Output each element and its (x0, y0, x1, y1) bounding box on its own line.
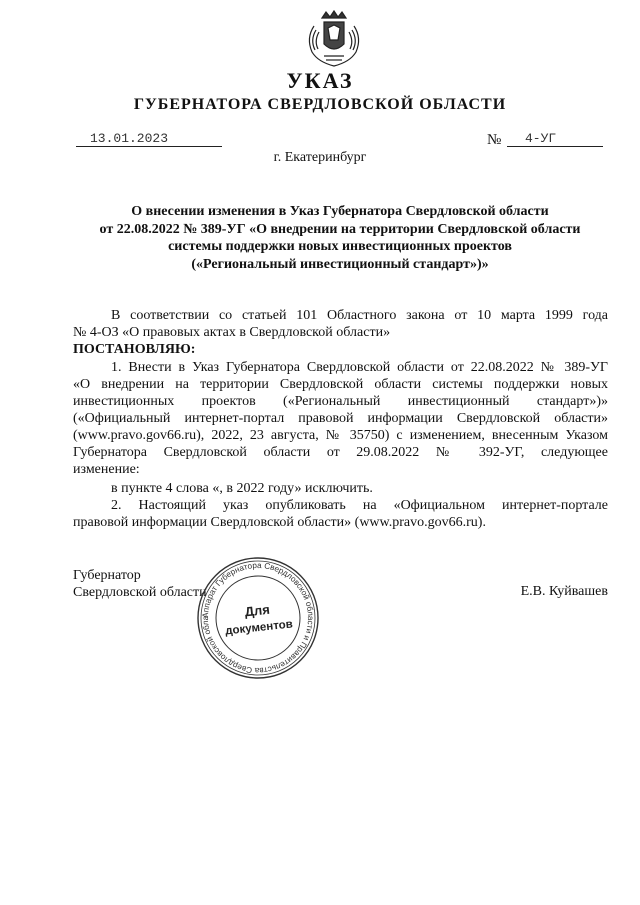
preamble-line: № 4-ОЗ «О правовых актах в Свердловской области» (73, 325, 391, 340)
date-field: 13.01.2023 (76, 131, 222, 147)
resolve-heading: ПОСТАНОВЛЯЮ: (73, 342, 196, 357)
item-1-line: («Официальный интернет-портал правовой информации Свердловской области» (73, 411, 608, 426)
document-title: УКАЗ (286, 68, 354, 93)
item-2-line: 2. Настоящий указ опубликовать на «Официальном интернет-портале (111, 498, 608, 513)
position-line: Губернатор (73, 568, 141, 583)
item-1-line: инвестиционных проектов («Региональный инвестиционный стандарт»)» (73, 394, 608, 409)
stamp-center-line: Для (243, 601, 271, 620)
stamp-ring-text: Аппарат Губернатора Свердловской области и Правительства Свердловской обла (200, 560, 316, 676)
heading-line: от 22.08.2022 № 389-УГ «О внедрении на территории Свердловской области (99, 221, 581, 237)
preamble (73, 307, 608, 341)
heading-line: системы поддержки новых инвестиционных проектов (168, 239, 512, 254)
coat-of-arms-icon (302, 8, 366, 70)
item-1-subclause: в пункте 4 слова «, в 2022 году» исключить. (111, 481, 373, 496)
heading-line: («Региональный инвестиционный стандарт»)» (191, 256, 489, 272)
number-sign: № (487, 132, 502, 148)
number-field: 4-УГ (507, 131, 603, 147)
stamp-center-line: документов (224, 618, 294, 638)
preamble-line: В соответствии со статьей 101 Областного закона от 10 марта 1999 года (111, 308, 608, 323)
item-2 (73, 497, 608, 531)
item-1-line: изменение: (73, 462, 140, 477)
city: г. Екатеринбург (273, 150, 367, 165)
position-line: Свердловской области (73, 585, 207, 600)
document-heading (70, 203, 610, 273)
item-1 (73, 359, 608, 478)
item-1-line: «О внедрении на территории Свердловской области системы поддержки новых (73, 377, 608, 392)
item-1-line: 1. Внести в Указ Губернатора Свердловской области от 22.08.2022 № 389-УГ (111, 360, 608, 375)
signatory-name: Е.В. Куйвашев (520, 584, 608, 599)
item-1-line: Губернатора Свердловской области от 29.08.2022 № 392-УГ, следующее (73, 445, 608, 460)
document-subtitle: ГУБЕРНАТОРА СВЕРДЛОВСКОЙ ОБЛАСТИ (133, 96, 507, 113)
item-2-line: правовой информации Свердловской области» (www.pravo.gov66.ru). (73, 515, 486, 530)
signatory-position (73, 567, 207, 601)
heading-line: О внесении изменения в Указ Губернатора Свердловской области (131, 204, 549, 219)
official-stamp (196, 556, 320, 680)
item-1-line: (www.pravo.gov66.ru), 2022, 23 августа, № 35750) с изменением, внесенным Указом (73, 428, 608, 443)
